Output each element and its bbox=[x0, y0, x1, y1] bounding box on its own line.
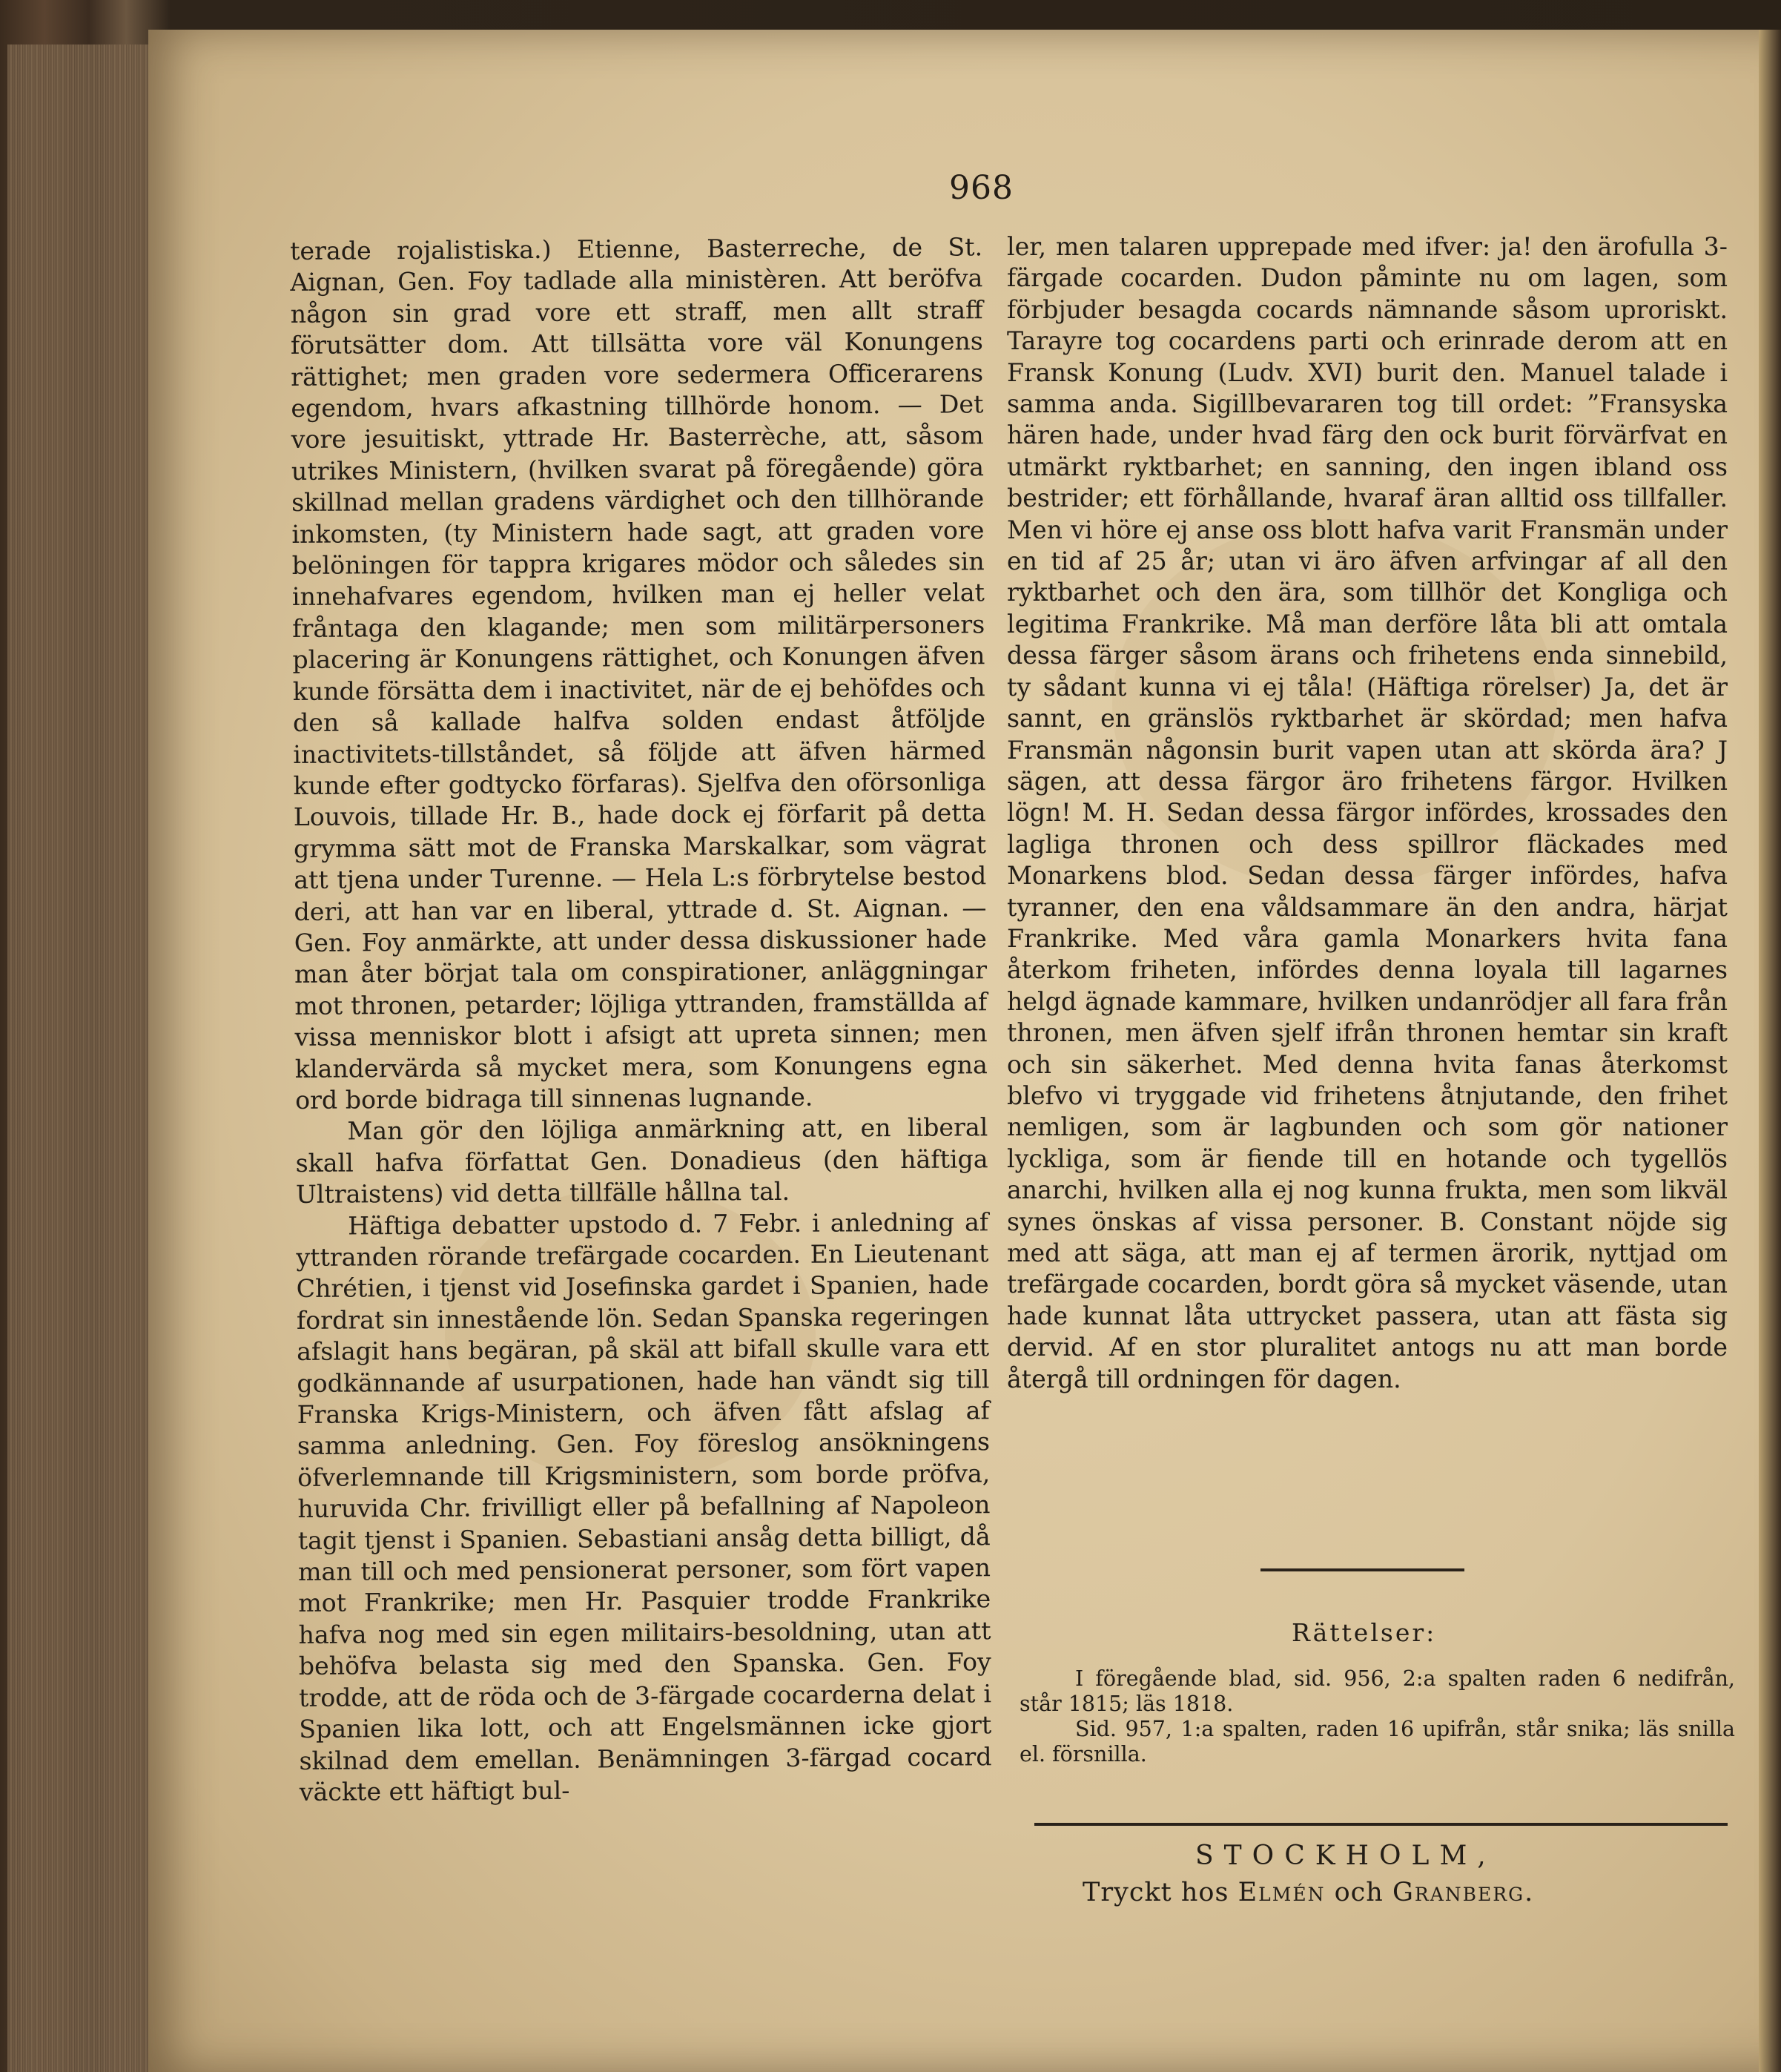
errata-list bbox=[1020, 1666, 1735, 1767]
printer-name-elmen: Elmén bbox=[1238, 1878, 1326, 1907]
left-paragraph-2: Man gör den löjliga anmärkning att, en liberal skall hafva författat Gen. Donadieus (den häftiga Ultraistens) vid detta tillfälle hållna tal. bbox=[295, 1112, 988, 1210]
left-paragraph-3: Häftiga debatter upstodo d. 7 Febr. i anledning af yttranden rörande trefärgade cocarden. En Lieutenant Chrétien, i tjenst vid Josefinska gardet i Spanien, hade fordrat sin innestående lön. Sedan Spanska regeringen afslagit hans begäran, på skäl att bifall skulle vara ett godkännande af usurpationen, hade han vändt sig till Franska Krigs-Ministern, och äfven fått afslag af samma anledning. Gen. Foy föreslog ansökningens öfverlemnande till Krigsministern, som borde pröfva, huruvida Chr. frivilligt eller på befallning af Napoleon tagit tjenst i Spanien. Sebastiani ansåg detta billigt, då man till och med pensionerat personer, som fört vapen mot Frankrike; men Hr. Pasquier trodde Frankrike hafva nog med sin egen militairs-besoldning, utan att behöfva belasta sig med den Spanska. Gen. Foy trodde, att de röda och de 3-färgade cocarderna delat i Spanien lika lott, och att Engelsmännen icke gjort skilnad dem emellan. Benämningen 3-färgad cocard väckte ett häftigt bul- bbox=[296, 1207, 992, 1807]
left-column bbox=[290, 231, 992, 1808]
imprint-printer-line bbox=[1083, 1878, 1534, 1907]
errata-entry: I föregående blad, sid. 956, 2:a spalten raden 6 nedifrån, står 1815; läs 1818. bbox=[1020, 1666, 1735, 1716]
page-number: 968 bbox=[949, 169, 1014, 207]
right-column bbox=[1007, 231, 1728, 1395]
imprint-prefix: Tryckt hos bbox=[1083, 1878, 1229, 1907]
imprint-city: STOCKHOLM, bbox=[1195, 1841, 1496, 1871]
printer-name-granberg: Granberg. bbox=[1392, 1878, 1535, 1907]
imprint-conjunction: och bbox=[1334, 1878, 1384, 1907]
left-paragraph-1: terade rojalistiska.) Etienne, Basterreche, de St. Aignan, Gen. Foy tadlade alla ministèren. Att beröfva någon sin grad vore ett straff, men allt straff förutsätter dom. Att tillsätta vore väl Konungens rättighet; men graden vore sedermera Officerarens egendom, hvars afkastning tillhörde honom. — Det vore jesuitiskt, yttrade Hr. Basterrèche, att, såsom utrikes Ministern, (hvilken svarat på föregående) göra skillnad mellan gradens värdighet och den tillhörande inkomsten, (ty Ministern hade sagt, att graden vore belöningen för tappra krigares mödor och således sin innehafvares egendom, hvilken man ej heller velat fråntaga den klagande; men som militärpersoners placering är Konungens rättighet, och Konungen äfven kunde försätta dem i inactivitet, när de ej behöfdes och den så kallade halfva solden endast åtföljde inactivitets-tillståndet, så följde att äfven härmed kunde efter godtycko förfaras). Sjelfva den oförsonliga Louvois, tillade Hr. B., hade dock ej förfarit på detta grymma sätt mot de Franska Marskalkar, som vägrat att tjena under Turenne. — Hela L:s förbrytelse bestod deri, att han var en liberal, yttrade d. St. Aignan. — Gen. Foy anmärkte, att under dessa diskussioner hade man åter börjat tala om conspirationer, anläggningar mot thronen, petarder; löjliga yttranden, framställda af vissa menniskor blott i afsigt att upreta sinnen; men klandervärda så mycket mera, som Konungens egna ord borde bidraga till sinnenas lugnande. bbox=[290, 232, 988, 1115]
imprint-divider bbox=[1034, 1823, 1728, 1826]
page-edges-stack bbox=[7, 44, 156, 2072]
page-right-edge bbox=[1759, 30, 1781, 2072]
section-divider bbox=[1260, 1568, 1464, 1571]
errata-title: Rättelser: bbox=[1292, 1618, 1437, 1647]
errata-entry: Sid. 957, 1:a spalten, raden 16 upifrån, står snika; läs snilla el. försnilla. bbox=[1020, 1717, 1735, 1766]
right-paragraph-1: ler, men talaren upprepade med ifver: ja! den ärofulla 3-färgade cocarden. Dudon påminte nu om lagen, som förbjuder besagda cocards nämnande såsom uproriskt. Tarayre tog cocardens parti och erinrade derom att en Fransk Konung (Ludv. XVI) burit den. Manuel talade i samma anda. Sigillbevararen tog till ordet: ”Fransyska hären hade, under hvad färg den ock burit förvärfvat en utmärkt ryktbarhet; en sanning, den ingen ibland oss bestrider; ett förhållande, hvaraf äran alltid oss tillfaller. Men vi höre ej anse oss blott hafva varit Fransmän under en tid af 25 år; utan vi äro äfven arfvingar af all den ryktbarhet och den ära, som tillhör det Kongliga och legitima Frankrike. Må man derföre låta bli att omtala dessa färger såsom ärans och frihetens enda sinnebild, ty sådant kunna vi ej tåla! (Häftiga rörelser) Ja, det är sannt, en gränslös ryktbarhet är skördad; men hafva Fransmän någonsin burit vapen utan att skörda ära? J sägen, att dessa färgor äro frihetens färgor. Hvilken lögn! M. H. Sedan dessa färgor infördes, krossades den lagliga thronen och dess spillror fläckades med Monarkens blod. Sedan dessa färger infördes, hafva tyranner, den ena våldsammare än den andra, härjat Frankrike. Med våra gamla Monarkers hvita fana återkom friheten, infördes denna loyala till lagarnes helgd ägnade kammare, hvilken undanrödjer all fara från thronen, men äfven sjelf ifrån thronen hemtar sin kraft och sin säkerhet. Med denna hvita fanas återkomst blefvo vi tryggade vid frihetens åtnjutande, den frihet nemligen, som är lagbunden och som gör nationer lyckliga, som är fiende till en hotande och tygellös anarchi, hvilken alla ej nog kunna frukta, men som likväl synes önskas af vissa personer. B. Constant nöjde sig med att säga, att man ej af termen ärorik, nyttjad om trefärgade cocarden, bordt göra så mycket väsende, utan hade kunnat låta uttrycket passera, utan att fästa sig dervid. Af en stor pluralitet antogs nu att man borde återgå till ordningen för dagen. bbox=[1007, 232, 1728, 1393]
